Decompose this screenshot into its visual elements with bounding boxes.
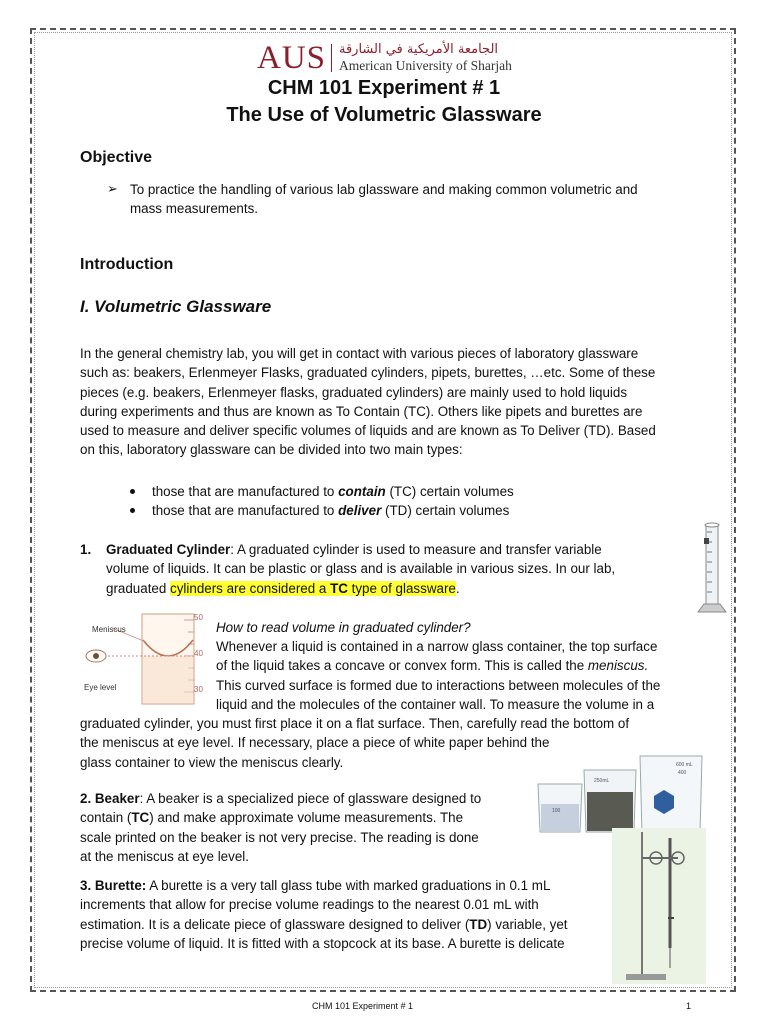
- logo-aus-text: AUS: [257, 40, 327, 76]
- introduction-heading: Introduction: [80, 256, 174, 273]
- diagram-label-meniscus: Meniscus: [92, 625, 126, 634]
- cylinder-paragraph: Graduated Cylinder: A graduated cylinder is used to measure and transfer variable volume of liquids. It can be plastic or glass and is available in various sizes. In our lab, graduated cylinders are considered a TC type of glassware.: [106, 542, 616, 596]
- document-title: CHM 101 Experiment # 1: [267, 77, 501, 99]
- beaker-paragraph: 2. Beaker: A beaker is a specialized piece of glassware designed to contain (TC) and make approximate volume measurements. The scale printed on the beaker is not very precise. The reading is done at the meniscus at eye level.: [80, 791, 482, 864]
- logo-arabic-text: الجامعة الأمريكية في الشارقة: [339, 42, 499, 57]
- objective-heading: Objective: [80, 149, 153, 166]
- meniscus-paragraph: Whenever a liquid is contained in a narrow glass container, the top surface of the liquid takes a concave or convex form. This is called the meniscus. This curved surface is formed due to interactions between molecules of the liquid and the molecules of the container wall. To measure the volume in a: [216, 639, 661, 712]
- intro-paragraph: In the general chemistry lab, you will get in contact with various pieces of laboratory glassware such as: beakers, Erlenmeyer Flasks, graduated cylinders, pipets, burettes, …etc. Some of these pieces (e.g. beakers, Erlenmeyer flasks, graduated cylinders) are mainly used to hold liquids during experiments and thus are known as To Contain (TC). Others like pipets and burettes are used to measure and deliver specific volumes of liquids and are known as To Deliver (TD). Based on this, laboratory glassware can be divided into two main types:: [80, 346, 656, 458]
- bullet-dot-icon: [130, 489, 135, 494]
- beaker-mark-4: 600 mL: [676, 762, 693, 768]
- bullet-dot-icon: [130, 508, 135, 513]
- type-tc-item: those that are manufactured to contain (TC) certain volumes: [152, 484, 514, 499]
- diagram-tick-40: 40: [194, 649, 203, 658]
- beakers-image: [532, 752, 722, 838]
- diagram-label-eye-level: Eye level: [84, 683, 117, 692]
- arrow-bullet-icon: ➢: [107, 181, 118, 196]
- cylinder-number: 1.: [80, 542, 92, 557]
- objective-text: To practice the handling of various lab glassware and making common volumetric and mass measurements.: [130, 182, 638, 217]
- aus-logo: [257, 40, 519, 76]
- highlighted-text: cylinders are considered a TC type of glassware: [170, 580, 456, 596]
- page-number: 1: [686, 1001, 692, 1011]
- footer-label: CHM 101 Experiment # 1: [312, 1001, 414, 1011]
- document-subtitle: The Use of Volumetric Glassware: [226, 104, 542, 126]
- section-heading-volumetric: I. Volumetric Glassware: [80, 297, 272, 316]
- meniscus-question: How to read volume in graduated cylinder?: [216, 620, 471, 635]
- diagram-tick-30: 30: [194, 685, 203, 694]
- beaker-mark-2: 250mL: [594, 778, 610, 784]
- diagram-tick-50: 50: [194, 613, 203, 622]
- beaker-mark-3: 400: [678, 770, 687, 776]
- burette-paragraph: 3. Burette: A burette is a very tall glass tube with marked graduations in 0.1 mL increments that allow for precise volume readings to the nearest 0.01 mL with estimation. It is a delicate piece of glassware designed to deliver (TD) variable, yet precise volume of liquid. It is fitted with a stopcock at its base. A burette is delicate: [80, 878, 568, 951]
- meniscus-paragraph-cont: graduated cylinder, you must first place it on a flat surface. Then, carefully read the bottom of the meniscus at eye level. If necessary, place a piece of white paper behind the glass container to view the meniscus clearly.: [80, 716, 630, 770]
- beaker-mark-1: 100: [552, 808, 561, 814]
- logo-english-text: American University of Sharjah: [339, 58, 512, 73]
- type-td-item: those that are manufactured to deliver (TD) certain volumes: [152, 503, 510, 518]
- graduated-cylinder-image: [694, 520, 728, 616]
- logo-divider: [331, 44, 332, 72]
